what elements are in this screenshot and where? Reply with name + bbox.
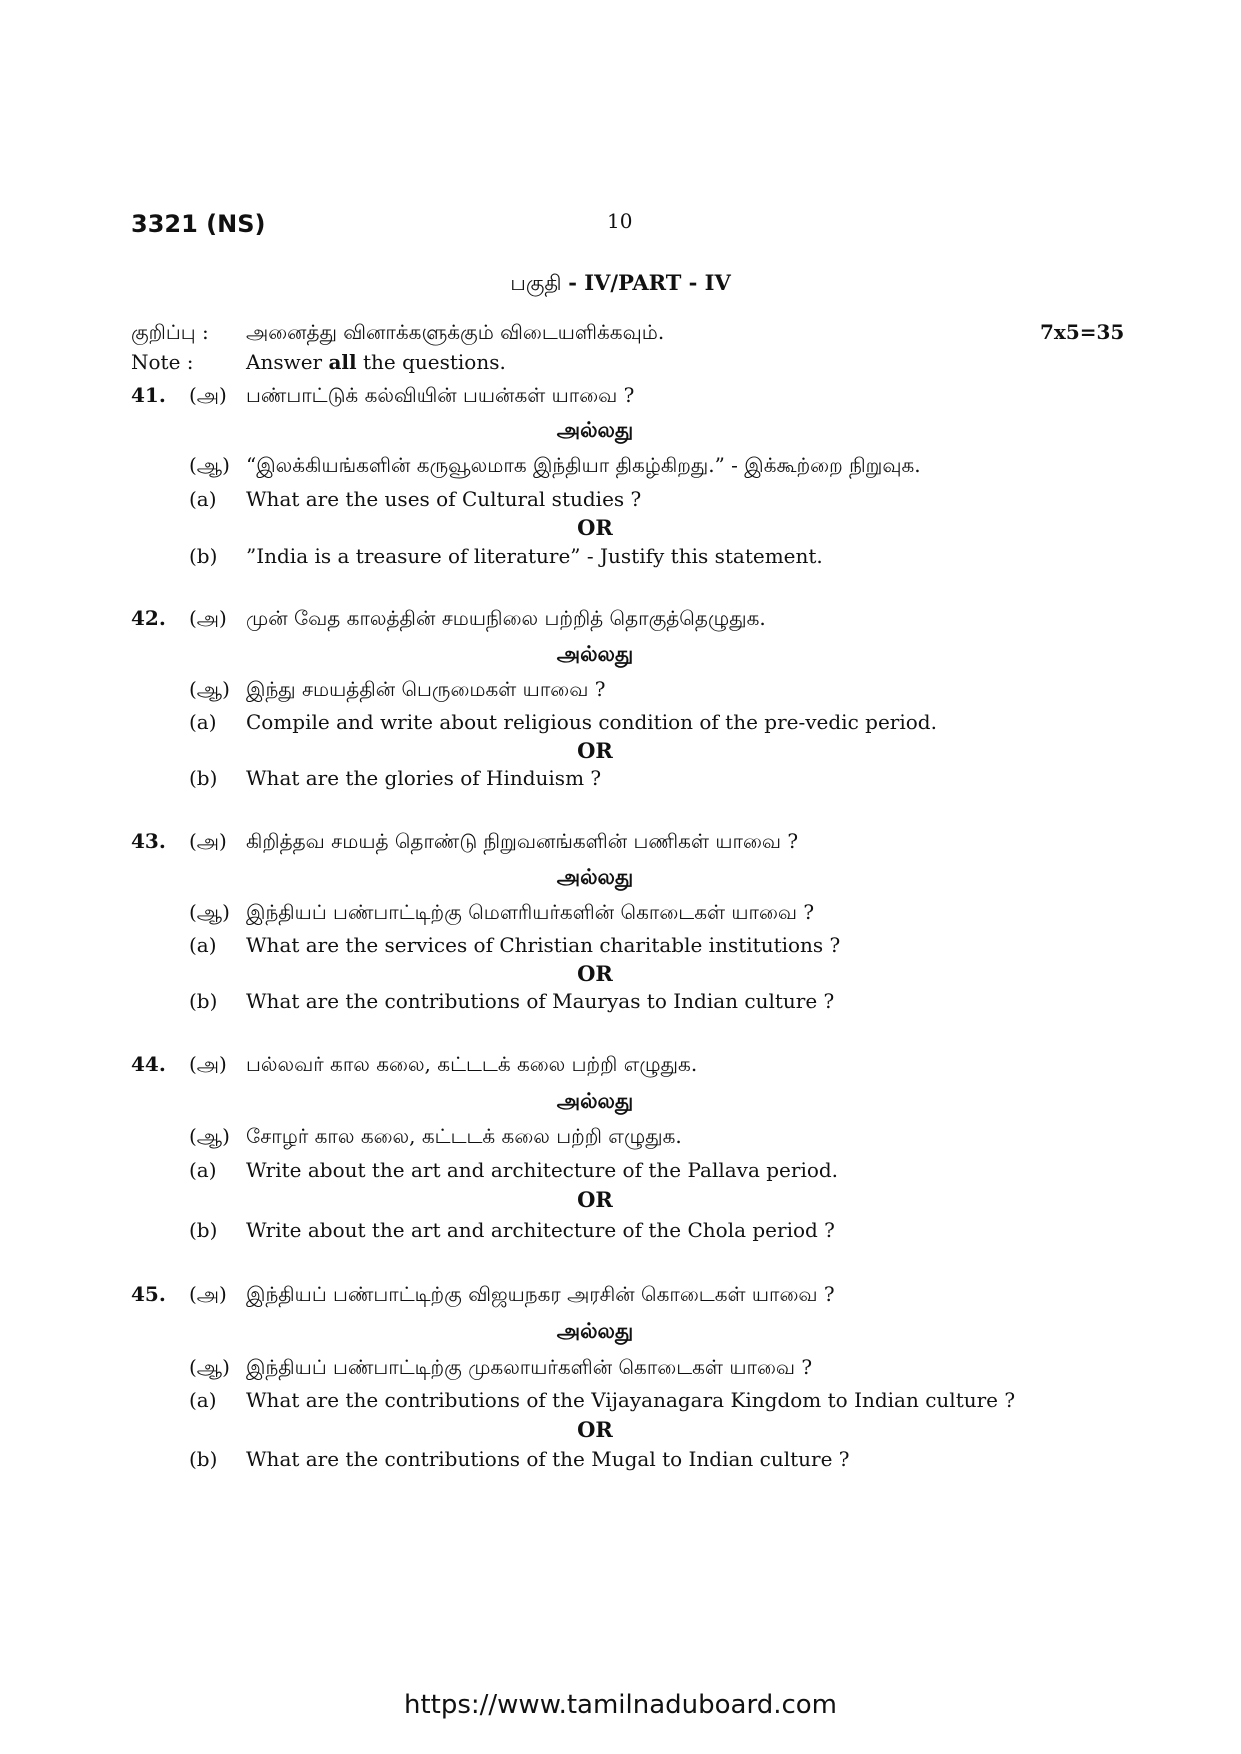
option-a-english: What are the uses of Cultural studies ? xyxy=(246,487,642,511)
option-b-label-english: (b) xyxy=(189,989,218,1013)
option-a-label-english: (a) xyxy=(189,933,217,957)
option-b-english: ”India is a treasure of literature” - Justify this statement. xyxy=(246,544,823,568)
option-a-label-tamil: (அ) xyxy=(189,1282,227,1306)
question-number: 45. xyxy=(131,1282,166,1306)
note-text-tamil: அனைத்து வினாக்களுக்கும் விடையளிக்கவும். xyxy=(246,320,665,344)
option-b-english: What are the glories of Hinduism ? xyxy=(246,766,602,790)
or-english: OR xyxy=(577,1417,613,1442)
option-b-tamil: இந்து சமயத்தின் பெருமைகள் யாவை ? xyxy=(246,677,606,701)
option-a-english: What are the services of Christian charitable institutions ? xyxy=(246,933,841,957)
option-b-label-tamil: (ஆ) xyxy=(189,677,230,701)
or-english: OR xyxy=(577,738,613,763)
question-number: 43. xyxy=(131,829,166,853)
note-text-english: Answer all the questions. xyxy=(246,350,506,374)
option-a-tamil: கிறித்தவ சமயத் தொண்டு நிறுவனங்களின் பணிகள் யாவை ? xyxy=(246,829,799,853)
or-english: OR xyxy=(577,961,613,986)
option-b-label-english: (b) xyxy=(189,1218,218,1242)
option-b-tamil: சோழர் கால கலை, கட்டடக் கலை பற்றி எழுதுக. xyxy=(246,1124,682,1148)
option-a-english: Write about the art and architecture of the Pallava period. xyxy=(246,1158,839,1182)
option-b-label-tamil: (ஆ) xyxy=(189,1124,230,1148)
or-tamil: அல்லது xyxy=(556,1318,634,1343)
or-tamil: அல்லது xyxy=(556,864,634,889)
option-b-english: What are the contributions of Mauryas to Indian culture ? xyxy=(246,989,835,1013)
option-a-label-tamil: (அ) xyxy=(189,606,227,630)
option-b-label-tamil: (ஆ) xyxy=(189,1355,230,1379)
note-label-tamil: குறிப்பு : xyxy=(131,320,209,344)
option-a-label-tamil: (அ) xyxy=(189,1052,227,1076)
option-b-label-english: (b) xyxy=(189,766,218,790)
or-english: OR xyxy=(577,1187,613,1212)
part-title-tamil: பகுதி xyxy=(510,271,562,295)
option-b-label-tamil: (ஆ) xyxy=(189,453,230,477)
or-tamil: அல்லது xyxy=(556,641,634,666)
part-title-english: - IV/PART - IV xyxy=(568,270,731,295)
or-tamil: அல்லது xyxy=(556,1088,634,1113)
option-b-label-english: (b) xyxy=(189,544,218,568)
option-a-tamil: பண்பாட்டுக் கல்வியின் பயன்கள் யாவை ? xyxy=(246,383,635,407)
option-a-label-english: (a) xyxy=(189,1388,217,1412)
option-a-label-tamil: (அ) xyxy=(189,383,227,407)
option-a-tamil: இந்தியப் பண்பாட்டிற்கு விஜயநகர அரசின் கொடைகள் யாவை ? xyxy=(246,1282,835,1306)
option-b-english: Write about the art and architecture of the Chola period ? xyxy=(246,1218,835,1242)
option-a-english: Compile and write about religious condition of the pre-vedic period. xyxy=(246,710,937,734)
option-a-tamil: பல்லவர் கால கலை, கட்டடக் கலை பற்றி எழுதுக. xyxy=(246,1052,698,1076)
part-title xyxy=(0,270,1241,298)
or-english: OR xyxy=(577,515,613,540)
footer-url: https://www.tamilnaduboard.com xyxy=(403,1690,838,1720)
option-a-label-english: (a) xyxy=(189,487,217,511)
question-number: 41. xyxy=(131,383,166,407)
option-a-english: What are the contributions of the Vijayanagara Kingdom to Indian culture ? xyxy=(246,1388,1016,1412)
option-b-tamil: “இலக்கியங்களின் கருவூலமாக இந்தியா திகழ்கிறது.” - இக்கூற்றை நிறுவுக. xyxy=(246,453,921,477)
page-number: 10 xyxy=(607,209,633,233)
option-a-label-english: (a) xyxy=(189,710,217,734)
or-tamil: அல்லது xyxy=(556,417,634,442)
note-label-english: Note : xyxy=(131,350,194,374)
option-b-english: What are the contributions of the Mugal to Indian culture ? xyxy=(246,1447,850,1471)
option-b-tamil: இந்தியப் பண்பாட்டிற்கு மௌரியர்களின் கொடைகள் யாவை ? xyxy=(246,900,815,924)
option-b-tamil: இந்தியப் பண்பாட்டிற்கு முகலாயர்களின் கொடைகள் யாவை ? xyxy=(246,1355,813,1379)
option-b-label-english: (b) xyxy=(189,1447,218,1471)
question-number: 44. xyxy=(131,1052,166,1076)
exam-code: 3321 (NS) xyxy=(131,210,266,238)
question-number: 42. xyxy=(131,606,166,630)
option-b-label-tamil: (ஆ) xyxy=(189,900,230,924)
option-a-label-tamil: (அ) xyxy=(189,829,227,853)
option-a-label-english: (a) xyxy=(189,1158,217,1182)
marks-scheme: 7x5=35 xyxy=(1040,320,1125,344)
option-a-tamil: முன் வேத காலத்தின் சமயநிலை பற்றித் தொகுத்தெழுதுக. xyxy=(246,606,766,630)
